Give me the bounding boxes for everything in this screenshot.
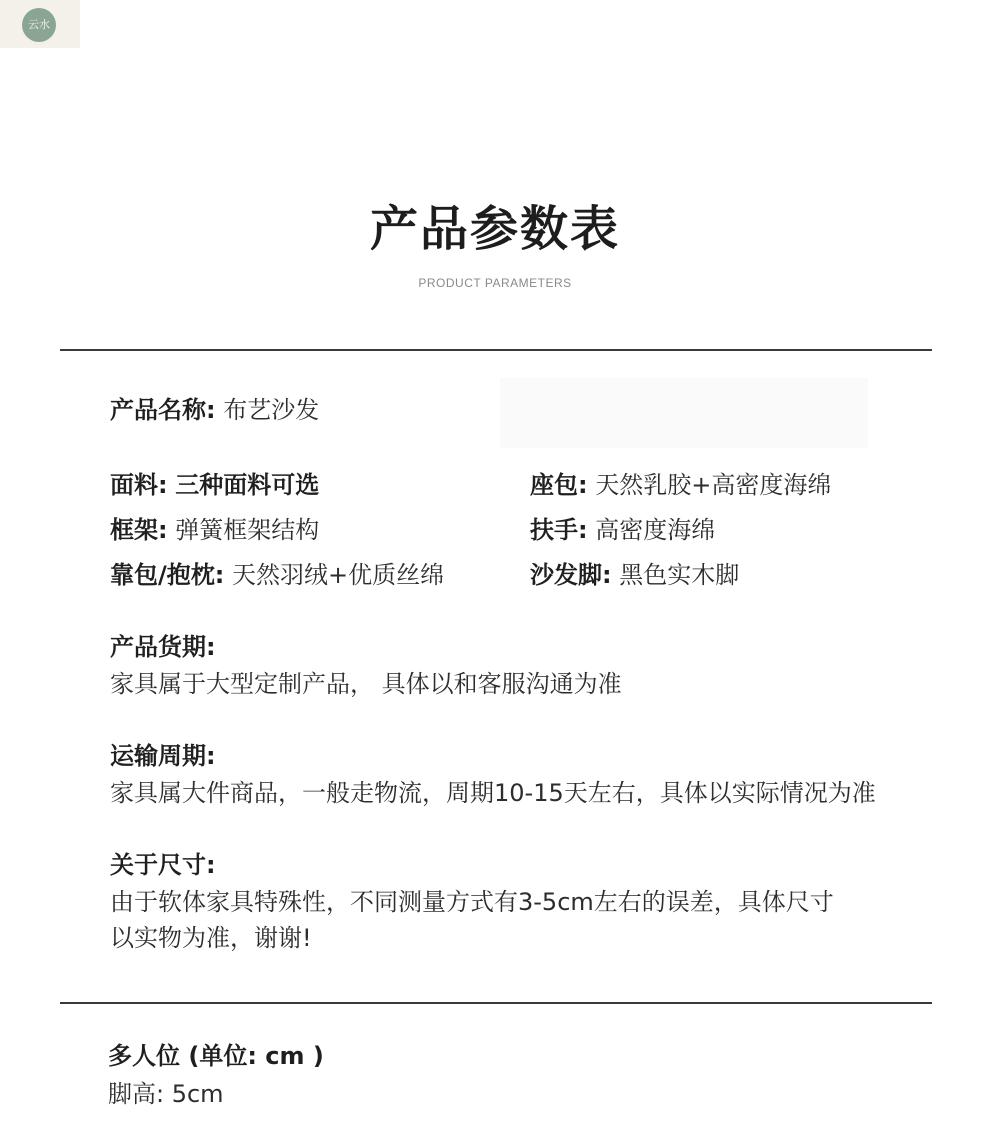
- seat-row: [530, 469, 831, 501]
- legs-value: 黑色实木脚: [619, 561, 740, 589]
- cushion-label: 靠包/抱枕:: [110, 561, 225, 589]
- page-title: 产品参数表: [369, 201, 620, 257]
- frame-label: 框架:: [110, 516, 168, 544]
- dimensions-text-line1: 由于软体家具特殊性，不同测量方式有3-5cm左右的误差，具体尺寸: [110, 888, 834, 916]
- logo-text: 云水: [28, 18, 50, 31]
- frame-row: [110, 514, 319, 546]
- bottom-divider: [60, 1002, 932, 1004]
- armrest-label: 扶手:: [530, 516, 588, 544]
- fabric-row: [110, 469, 319, 501]
- cushion-value: 天然羽绒+优质丝绵: [232, 561, 445, 589]
- shipping-text: 家具属大件商品，一般走物流，周期10-15天左右，具体以实际情况为准: [110, 779, 876, 807]
- armrest-value: 高密度海绵: [595, 516, 716, 544]
- fabric-label: 面料:: [110, 471, 168, 499]
- dimensions-text-line2: 以实物为准，谢谢!: [110, 924, 312, 952]
- frame-value: 弹簧框架结构: [175, 516, 320, 544]
- dimensions-heading: 关于尺寸:: [110, 851, 216, 879]
- product-name-label: 产品名称:: [110, 396, 216, 424]
- legs-row: [530, 559, 739, 591]
- faint-background-block: [500, 378, 868, 448]
- product-name-value: 布艺沙发: [223, 396, 320, 424]
- delivery-heading: 产品货期:: [110, 633, 216, 661]
- seat-value: 天然乳胶+高密度海绵: [595, 471, 832, 499]
- page-subtitle: PRODUCT PARAMETERS: [418, 276, 572, 290]
- product-name-row: [110, 394, 319, 426]
- top-divider: [60, 349, 932, 351]
- delivery-text: 家具属于大型定制产品， 具体以和客服沟通为准: [110, 670, 622, 698]
- leg-height-text: 脚高: 5cm: [108, 1080, 224, 1108]
- cushion-row: [110, 559, 444, 591]
- brand-logo: [0, 0, 80, 48]
- legs-label: 沙发脚:: [530, 561, 612, 589]
- shipping-heading: 运输周期:: [110, 742, 216, 770]
- size-heading: 多人位 (单位: cm ): [108, 1042, 324, 1070]
- seat-label: 座包:: [530, 471, 588, 499]
- fabric-value: 三种面料可选: [175, 471, 320, 499]
- armrest-row: [530, 514, 715, 546]
